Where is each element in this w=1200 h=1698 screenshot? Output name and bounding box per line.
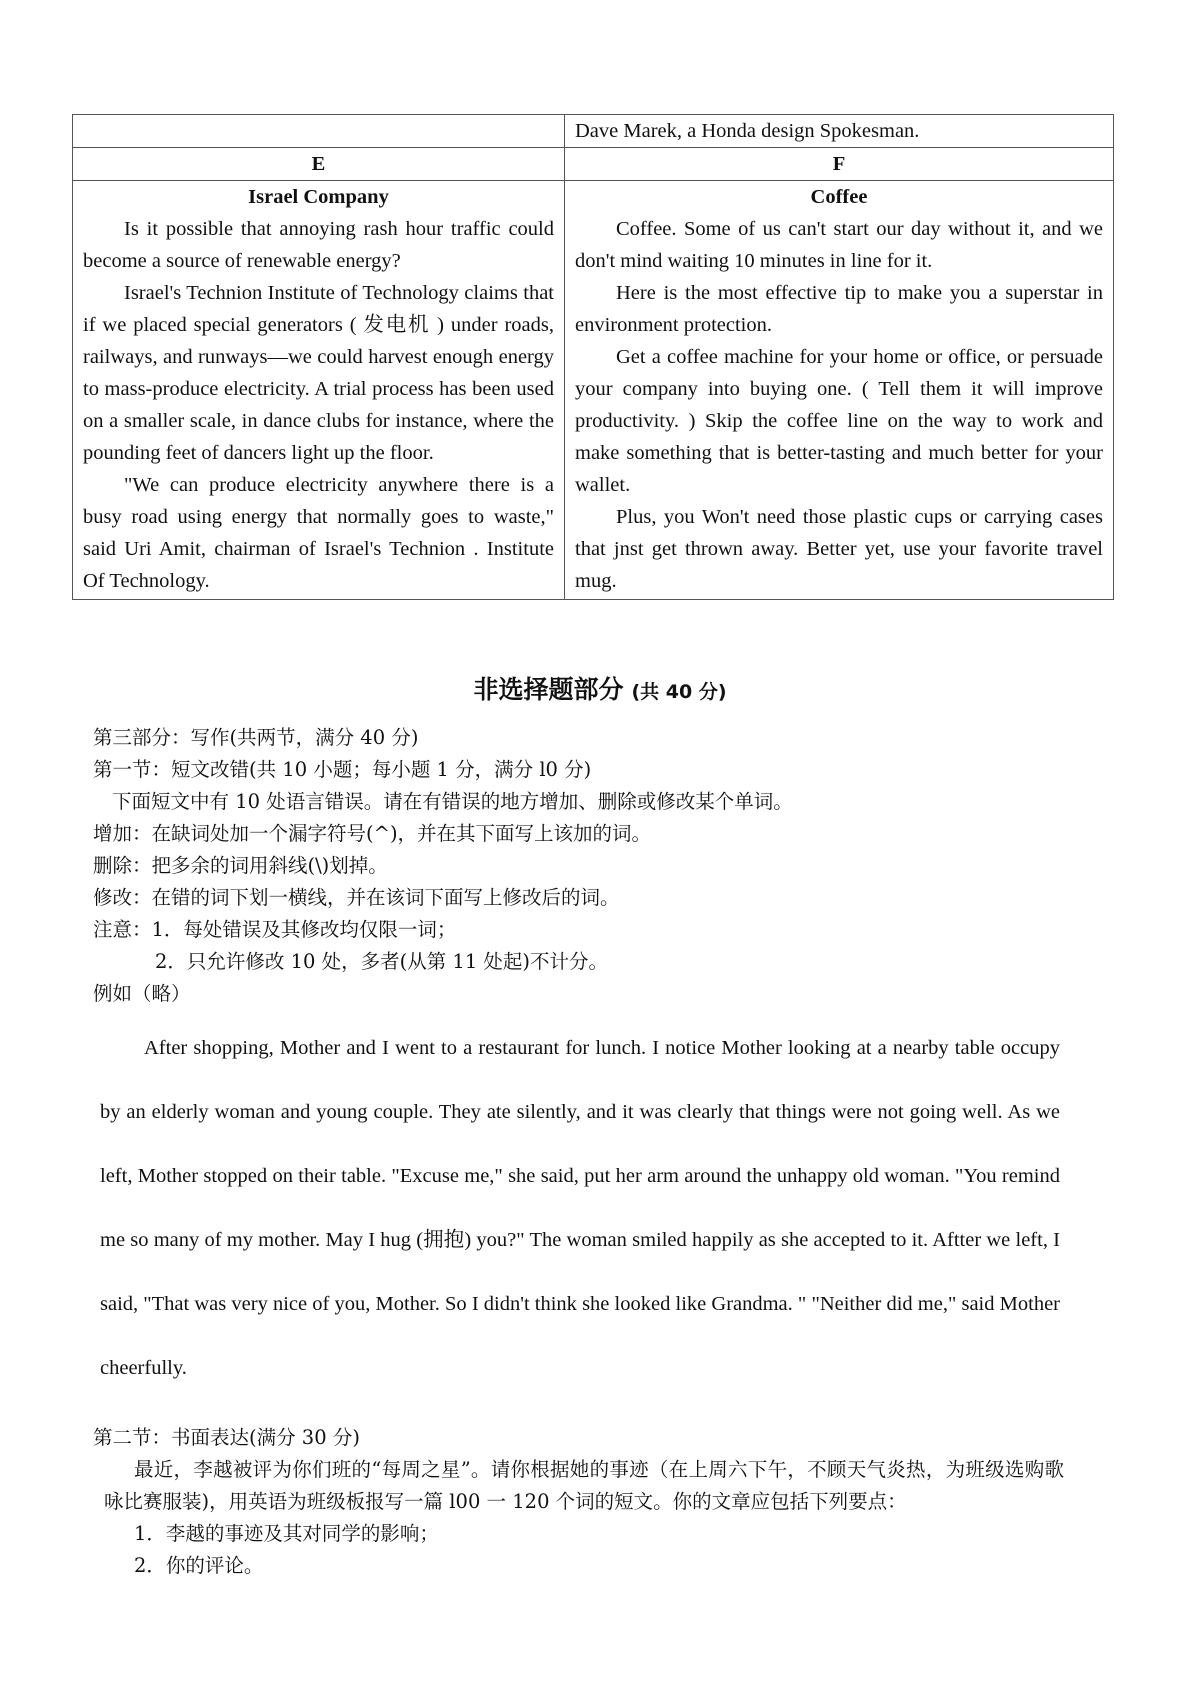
cell-e-paragraph: Is it possible that annoying rash hour traffic could become a source of renewable energy? (83, 218, 554, 272)
point-1: 1．李越的事迹及其对同学的影响； (134, 1522, 439, 1545)
table-row-content (73, 181, 1114, 600)
part3-heading: 第三部分：写作(共两节，满分 40 分) (93, 726, 419, 749)
sec1-intro: 下面短文中有 10 处语言错误。请在有错误的地方增加、删除或修改某个单词。 (112, 790, 793, 813)
note-2: 2．只允许修改 10 处，多者(从第 11 处起)不计分。 (155, 950, 609, 973)
sec1-heading: 第一节：短文改错(共 10 小题；每小题 1 分，满分 l0 分) (93, 758, 592, 781)
rule-delete: 删除：把多余的词用斜线(\)划掉。 (93, 854, 388, 877)
cell-e-paragraph: "We can produce electricity anywhere there is a busy road using energy that normally goes to waste," said Uri Amit, chairman of Israel's Technion . Institute Of Technology. (83, 474, 554, 592)
header-e: E (73, 148, 565, 181)
cell-f-paragraph: Coffee. Some of us can't start our day without it, and we don't mind waiting 10 minutes in line for it. (575, 218, 1103, 272)
point-2: 2．你的评论。 (134, 1554, 264, 1577)
cell-e-paragraph: Israel's Technion Institute of Technology claims that if we placed special generators ( 发电机 ) under roads, railways, and runways—we could harvest enough energy to mass-produce electricity. A trial process has been used on a smaller scale, in dance clubs for instance, where the pounding feet of dancers light up the floor. (83, 282, 554, 464)
rule-modify: 修改：在错的词下划一横线，并在该词下面写上修改后的词。 (93, 886, 620, 909)
cell-top-left (73, 115, 565, 148)
cell-f-paragraph: Here is the most effective tip to make you a superstar in environment protection. (575, 282, 1103, 336)
rule-add: 增加：在缺词处加一个漏字符号(^)，并在其下面写上该加的词。 (93, 822, 652, 845)
error-correction-passage: After shopping, Mother and I went to a restaurant for lunch. I notice Mother looking at a nearby table occupy by an elderly woman and young couple. They ate silently, and it was clearly that things were not going well. As we left, Mother stopped on their table. "Excuse me," she said, put her arm around the unhappy old woman. "You remind me so many of my mother. May I hug (拥抱) you?" The woman smiled happily as she accepted to it. Aftter we left, I said, "That was very nice of you, Mother. So I didn't think she looked like Grandma. " "Neither did me," said Mother cheerfully. (100, 1037, 1060, 1379)
table-row-top (73, 115, 1114, 148)
cell-e-title: Israel Company (248, 186, 389, 208)
note-1: 注意：1．每处错误及其修改均仅限一词； (93, 918, 457, 941)
header-f: F (565, 148, 1114, 181)
cell-e (73, 181, 565, 600)
section-title (0, 670, 1200, 706)
sec2-body: 最近，李越被评为你们班的“每周之星”。请你根据她的事迹（在上周六下午，不顾天气炎热，为班级选购歌咏比赛服装)，用英语为班级板报写一篇 l00 一 120 个词的短文。你的文章应包括下列要点： (104, 1458, 1064, 1513)
sec2-heading: 第二节：书面表达(满分 30 分) (93, 1426, 360, 1449)
reading-table (72, 114, 1114, 600)
cell-f-title: Coffee (810, 186, 868, 208)
example-note: 例如（略） (93, 982, 191, 1005)
cell-f-paragraph: Get a coffee machine for your home or office, or persuade your company into buying one. ( Tell them it will improve productivity. ) Skip the coffee line on the way to work and make something that is better-tasting and much better for your wallet. (575, 346, 1103, 496)
cell-top-right: Dave Marek, a Honda design Spokesman. (565, 115, 1114, 148)
cell-f-paragraph: Plus, you Won't need those plastic cups or carrying cases that jnst get thrown away. Better yet, use your favorite travel mug. (575, 506, 1103, 592)
table-header-row (73, 148, 1114, 181)
section-title-text: 非选择题部分 (473, 675, 624, 704)
cell-f (565, 181, 1114, 600)
section-subtitle: (共 40 分) (631, 681, 727, 703)
